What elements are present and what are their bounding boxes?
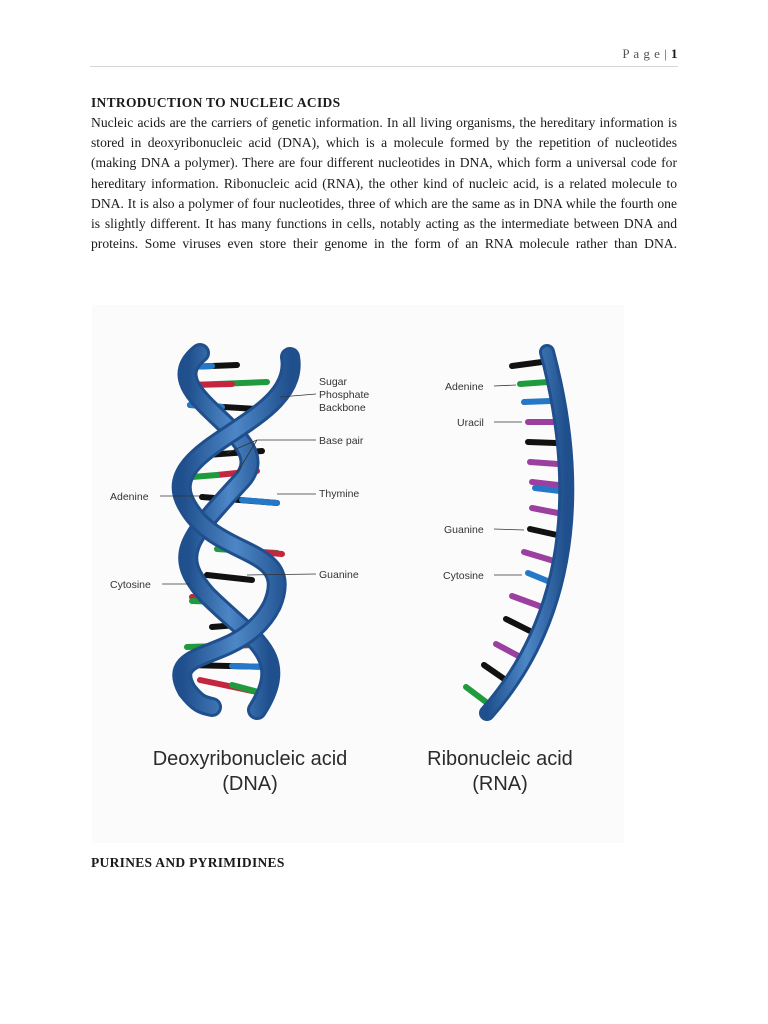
intro-paragraph: Nucleic acids are the carriers of genetic information. In all living organisms, the hereditary information is stored in deoxyribonucleic acid (DNA), which is a molecule formed by the repetition of nucleotides (making DNA a polymer). There are four different nucleotides in DNA, which form a universal code for hereditary information. Ribonucleic acid (RNA), the other kind of nucleic acid, is a related molecule to DNA. It is also a polymer of four nucleotides, three of which are the same as in DNA while the fourth one is slightly different. It has many functions in cells, notably acting as the intermediate between DNA and proteins. Some viruses even store their genome in the form of an RNA molecule rather than DNA. [91, 115, 677, 252]
dna-rna-illustration [92, 305, 624, 843]
label-backbone: Backbone [319, 402, 366, 414]
rna-labels [443, 381, 524, 582]
label-thymine: Thymine [319, 488, 360, 500]
label-phosphate: Phosphate [319, 389, 370, 401]
page-header [622, 46, 678, 62]
label-sugar: Sugar [319, 376, 348, 388]
page-separator: | [664, 46, 668, 61]
rna-label-guanine: Guanine [444, 524, 484, 536]
purines-heading: PURINES AND PYRIMIDINES [91, 855, 285, 870]
intro-heading: INTRODUCTION TO NUCLEIC ACIDS [91, 95, 341, 110]
label-guanine: Guanine [319, 569, 359, 581]
label-adenine: Adenine [110, 491, 149, 503]
rna-caption-line2: (RNA) [472, 773, 528, 795]
rna-label-uracil: Uracil [457, 417, 484, 429]
nucleic-acid-figure [92, 305, 624, 843]
page-number: 1 [671, 46, 678, 61]
header-divider [90, 66, 678, 67]
rna-label-adenine: Adenine [445, 381, 484, 393]
label-cytosine: Cytosine [110, 579, 151, 591]
page-label: P a g e [622, 46, 661, 61]
rna-caption-line1: Ribonucleic acid [427, 748, 573, 770]
dna-caption-line1: Deoxyribonucleic acid [152, 748, 348, 770]
rna-label-cytosine: Cytosine [443, 570, 484, 582]
label-base-pair: Base pair [319, 435, 364, 447]
dna-caption-line2: (DNA) [222, 773, 278, 795]
